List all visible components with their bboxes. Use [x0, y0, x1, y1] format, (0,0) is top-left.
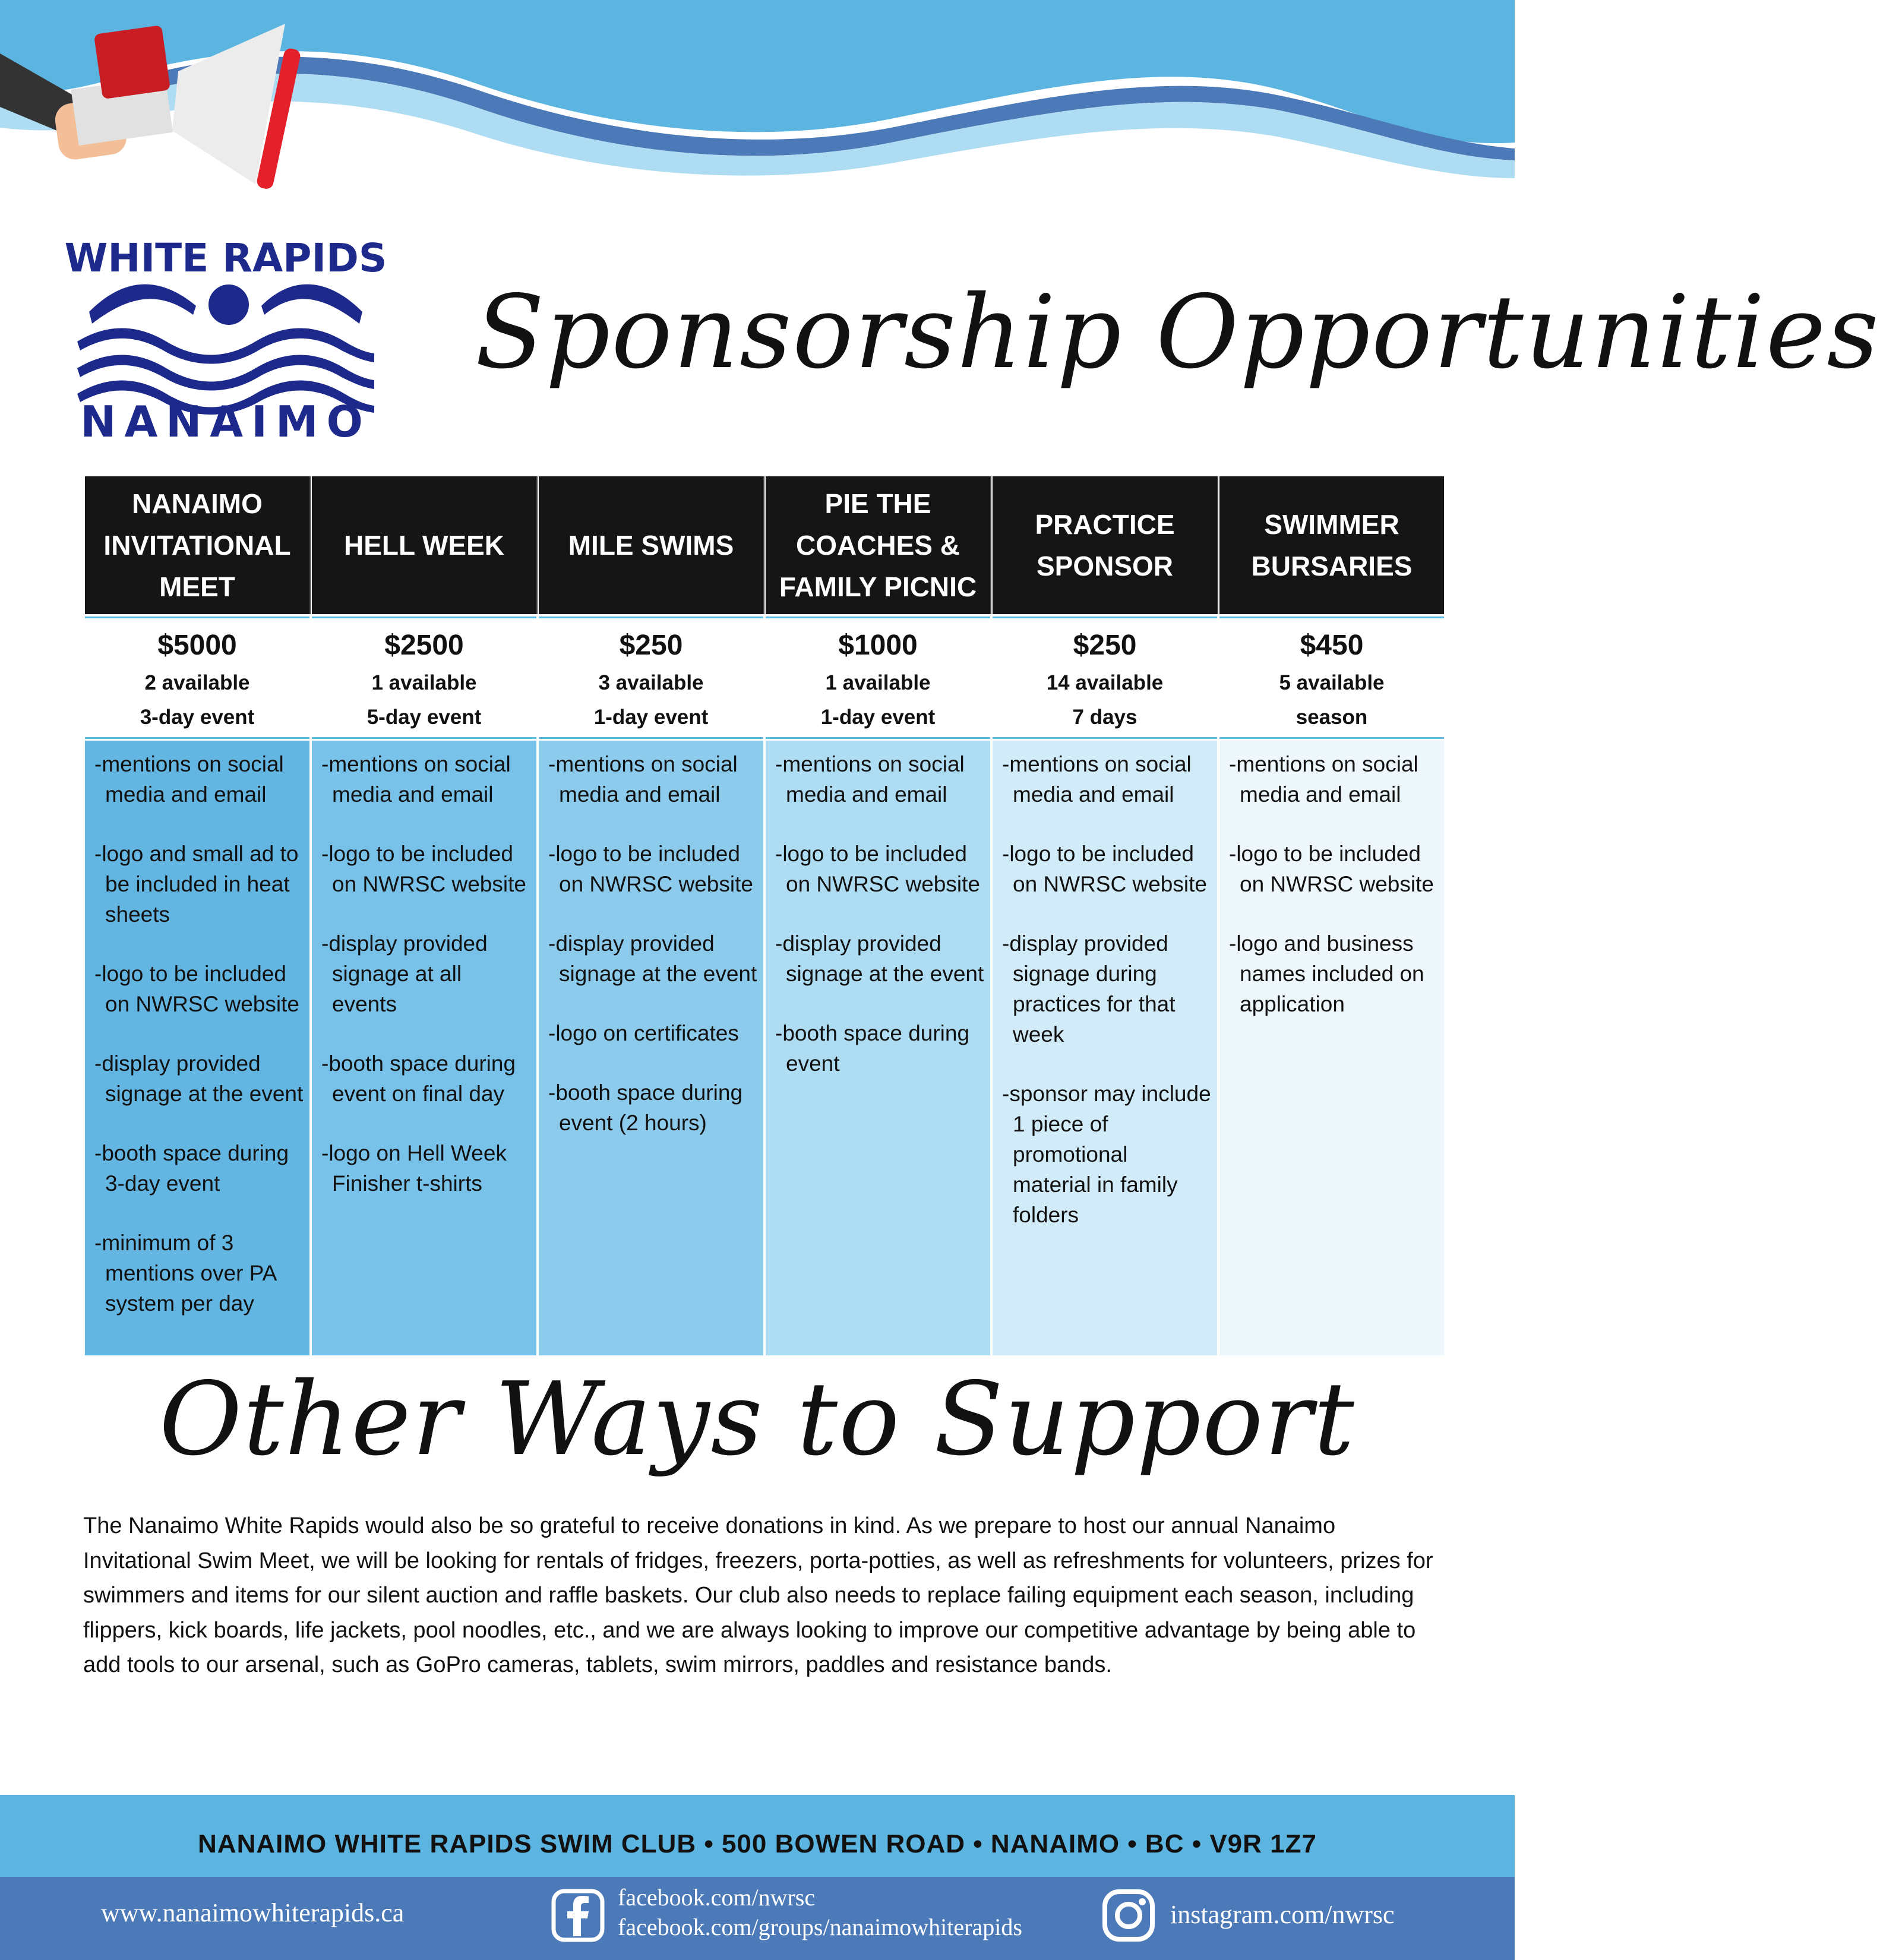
- sponsorship-column: [993, 476, 1218, 1355]
- benefits-list: [993, 741, 1217, 1230]
- benefits-list: [1219, 741, 1444, 1019]
- benefit-item: -display provided signage during practices for that week: [1002, 931, 1176, 1047]
- benefit-item: -logo to be included on NWRSC website: [548, 842, 753, 896]
- benefit-item: -display provided signage at the event: [548, 931, 757, 986]
- benefit-item: -logo to be included on NWRSC website: [1002, 842, 1207, 896]
- benefit-item: -logo and business names included on application: [1229, 931, 1424, 1016]
- benefit-item: -logo to be included on NWRSC website: [94, 962, 299, 1016]
- price: $1000: [838, 630, 918, 661]
- price: $250: [619, 630, 683, 661]
- column-header: HELL WEEK: [312, 476, 538, 614]
- instagram-icon[interactable]: [1102, 1889, 1155, 1942]
- benefits-list: [312, 741, 536, 1199]
- benefit-item: -booth space during event (2 hours): [548, 1080, 743, 1135]
- benefits-panel: [1219, 741, 1444, 1355]
- benefit-item: -logo to be included on NWRSC website: [321, 842, 526, 896]
- benefits-panel: [993, 741, 1217, 1355]
- price-box: [312, 617, 536, 739]
- price-box: [85, 617, 309, 739]
- price-box: [539, 617, 763, 739]
- club-logo: [64, 235, 387, 447]
- benefit-item: -booth space during event: [775, 1021, 970, 1076]
- sponsorship-column: [85, 476, 311, 1355]
- benefit-item: -mentions on social media and email: [1002, 752, 1192, 807]
- sponsorship-table: [85, 476, 1445, 1355]
- duration: 3-day event: [140, 706, 255, 729]
- benefit-item: -booth space during event on final day: [321, 1051, 516, 1106]
- facebook-icon[interactable]: [551, 1889, 605, 1942]
- sponsorship-column: [312, 476, 538, 1355]
- benefit-item: -display provided signage at the event: [775, 931, 984, 986]
- benefit-item: -mentions on social media and email: [94, 752, 284, 807]
- column-header: PRACTICE SPONSOR: [993, 476, 1218, 614]
- benefit-item: -sponsor may include 1 piece of promotional material in family folders: [1002, 1082, 1211, 1227]
- price: $2500: [384, 630, 464, 661]
- benefit-item: -logo on Hell Week Finisher t-shirts: [321, 1141, 507, 1196]
- facebook-links: [618, 1883, 1022, 1942]
- column-header: SWIMMER BURSARIES: [1219, 476, 1444, 614]
- price-box: [993, 617, 1217, 739]
- sponsorship-column: [539, 476, 764, 1355]
- facebook-group-link[interactable]: facebook.com/groups/nanaimowhiterapids: [618, 1914, 1022, 1940]
- benefits-panel: [539, 741, 763, 1355]
- benefit-item: -mentions on social media and email: [775, 752, 965, 807]
- benefit-item: -logo and small ad to be included in heat sheets: [94, 842, 299, 927]
- benefit-item: -booth space during 3-day event: [94, 1141, 289, 1196]
- availability: 1 available: [825, 671, 931, 694]
- benefits-list: [766, 741, 990, 1079]
- benefits-list: [539, 741, 763, 1138]
- price: $450: [1300, 630, 1364, 661]
- availability: 14 available: [1046, 671, 1164, 694]
- logo-line2: NANAIMO: [80, 397, 371, 447]
- availability: 2 available: [144, 671, 250, 694]
- availability: 3 available: [598, 671, 704, 694]
- footer-address: NANAIMO WHITE RAPIDS SWIM CLUB • 500 BOWEN ROAD • NANAIMO • BC • V9R 1Z7: [198, 1829, 1317, 1858]
- section-title: Other Ways to Support: [159, 1361, 1356, 1478]
- benefit-item: -mentions on social media and email: [548, 752, 738, 807]
- benefits-panel: [85, 741, 309, 1355]
- sponsorship-column: [766, 476, 991, 1355]
- price-box: [1219, 617, 1444, 739]
- benefit-item: -display provided signage at all events: [321, 931, 488, 1016]
- duration: 1-day event: [820, 706, 936, 729]
- duration: 5-day event: [366, 706, 482, 729]
- column-header: MILE SWIMS: [539, 476, 764, 614]
- logo-line1: WHITE RAPIDS: [64, 235, 387, 281]
- sponsorship-column: [1219, 476, 1445, 1355]
- page-title: Sponsorship Opportunities: [475, 274, 1880, 391]
- website-link[interactable]: www.nanaimowhiterapids.ca: [101, 1898, 405, 1927]
- benefits-panel: [312, 741, 536, 1355]
- benefit-item: -logo on certificates: [548, 1021, 739, 1045]
- benefit-item: -display provided signage at the event: [94, 1051, 304, 1106]
- benefit-item: -mentions on social media and email: [1229, 752, 1418, 807]
- availability: 5 available: [1279, 671, 1385, 694]
- benefit-item: -logo to be included on NWRSC website: [775, 842, 980, 896]
- duration: 7 days: [1072, 706, 1138, 729]
- column-header: NANAIMO INVITATIONAL MEET: [85, 476, 311, 614]
- benefit-item: -logo to be included on NWRSC website: [1229, 842, 1434, 896]
- benefit-item: -mentions on social media and email: [321, 752, 511, 807]
- benefit-item: -minimum of 3 mentions over PA system per day: [94, 1231, 276, 1316]
- instagram-link[interactable]: instagram.com/nwrsc: [1170, 1900, 1395, 1929]
- megaphone-icon: [0, 12, 309, 178]
- facebook-page-link[interactable]: facebook.com/nwrsc: [618, 1884, 816, 1911]
- price-box: [766, 617, 990, 739]
- availability: 1 available: [371, 671, 477, 694]
- column-header: PIE THE COACHES & FAMILY PICNIC: [766, 476, 991, 614]
- duration: 1-day event: [593, 706, 709, 729]
- support-paragraph: The Nanaimo White Rapids would also be so grateful to receive donations in kind. As we prepare to host our annual Nanaimo Invitational Swim Meet, we will be looking for rentals of fridges, freezers, porta-potties, as well as refreshments for volunteers, prizes for swimmers and items for our silent auction and raffle baskets. Our club also needs to replace failing equipment each season, including flippers, kick boards, life jackets, pool noodles, etc., and we are always looking to improve our competitive advantage by being able to add tools to our arsenal, such as GoPro cameras, tablets, swim mirrors, paddles and resistance bands.: [83, 1513, 1433, 1677]
- benefits-panel: [766, 741, 990, 1355]
- price: $250: [1073, 630, 1137, 661]
- duration: season: [1296, 706, 1368, 729]
- price: $5000: [157, 630, 237, 661]
- benefits-list: [85, 741, 309, 1319]
